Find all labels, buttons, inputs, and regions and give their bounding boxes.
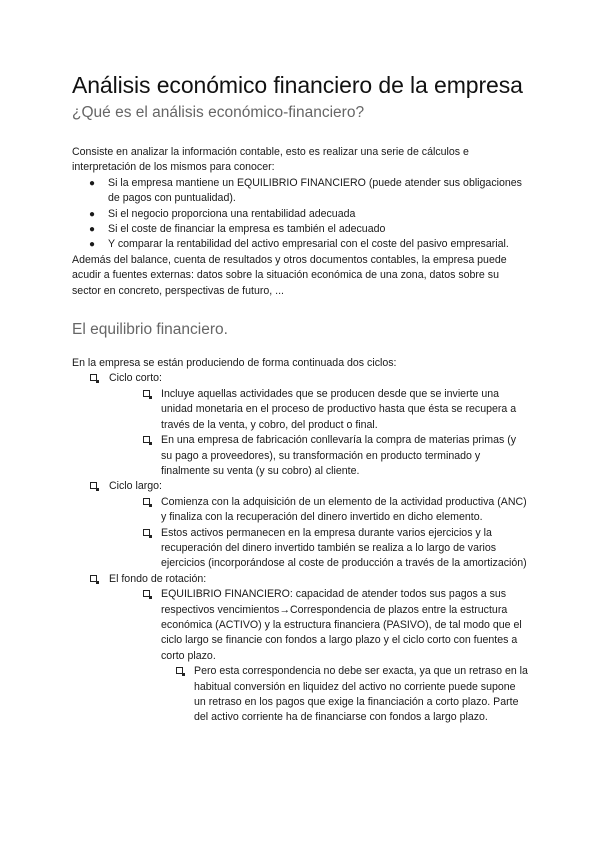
short-cycle-sublist <box>109 387 528 479</box>
checkbox-bullet-icon <box>176 667 183 674</box>
bullet-icon: ● <box>89 224 96 236</box>
objectives-list <box>72 176 528 253</box>
list-item: En una empresa de fabricación conllevaría la compra de materias primas (y su pago a proveedores), su transformación en producto terminado y finalmente su venta (y su cobro) al cliente. <box>161 433 528 479</box>
intro-paragraph: Consiste en analizar la información contable, esto es realizar una serie de cálculos e interpretación de los mismos para conocer: <box>72 146 469 174</box>
bullet-icon: ● <box>89 177 96 189</box>
list-item: ● Si la empresa mantiene un EQUILIBRIO FINANCIERO (puede atender sus obligaciones de pagos con puntualidad). <box>89 176 522 205</box>
list-item <box>109 479 528 571</box>
list-item: Pero esta correspondencia no debe ser exacta, ya que un retraso en la habitual conversión en liquidez del activo no corriente puede supone un retraso en los pagos que exige la financiación a corto plazo. Parte del activo corriente ha de financiarse con fondos a largo plazo. <box>194 664 528 726</box>
list-item: Comienza con la adquisición de un elemento de la actividad productiva (ANC) y finaliza con la recuperación del dinero invertido en dicho elemento. <box>161 495 528 526</box>
checkbox-bullet-icon <box>90 374 97 381</box>
list-item: Incluye aquellas actividades que se producen desde que se invierte una unidad monetaria en el proceso de productivo hasta que ésta se recupera a través de la venta, y cobro, del product o final. <box>161 387 528 433</box>
checkbox-bullet-icon <box>143 390 150 397</box>
checkbox-bullet-icon <box>143 529 150 536</box>
list-item <box>109 572 528 726</box>
working-capital-sublist <box>109 587 528 726</box>
list-item: Estos activos permanecen en la empresa durante varios ejercicios y la recuperación del dinero invertido también se realiza a lo largo de varios ejercicios (incorporándose al coste de producción a través de la amortización) <box>161 526 528 572</box>
cycles-list <box>72 371 528 725</box>
checkbox-bullet-icon <box>90 482 97 489</box>
checkbox-bullet-icon <box>90 575 97 582</box>
nested-sublist <box>161 664 528 726</box>
document-page <box>72 70 528 726</box>
long-cycle-sublist <box>109 495 528 572</box>
list-item <box>109 371 528 479</box>
list-item: EQUILIBRIO FINANCIERO: capacidad de atender todos sus pagos a sus respectivos vencimientos→Correspondencia de plazos entre la estructura económica (ACTIVO) y la estructura financiera (PASIVO), de tal modo que el ciclo largo se financie con fondos a largo plazo y el ciclo corto con fuentes a corto plazo. Pero esta correspondencia no debe ser exacta, ya que un retraso en la habitual conversión en liquidez del activo no corriente puede supone un retraso en los pagos que exige la financiación a corto plazo. Parte del activo corriente ha de financiarse con fondos a largo plazo. <box>161 587 528 726</box>
list-item-label: Ciclo corto: <box>109 372 162 385</box>
closing-paragraph: Además del balance, cuenta de resultados y otros documentos contables, la empresa puede acudir a fuentes externas: datos sobre la situación económica de una zona, datos sobre su sector en concreto, perspectivas de futuro, ... <box>72 253 507 297</box>
list-item: ● Si el negocio proporciona una rentabilidad adecuada <box>108 207 528 222</box>
section-heading-analysis: ¿Qué es el análisis económico-financiero? <box>72 104 365 121</box>
section-heading-equilibrium: El equilibrio financiero. <box>72 321 228 339</box>
list-item: ● Y comparar la rentabilidad del activo empresarial con el coste del pasivo empresarial. <box>108 237 528 252</box>
bullet-icon: ● <box>89 208 96 220</box>
list-item-label: Ciclo largo: <box>109 480 162 493</box>
bullet-icon: ● <box>89 239 96 251</box>
checkbox-bullet-icon <box>143 436 150 443</box>
cycles-intro-paragraph: En la empresa se están produciendo de forma continuada dos ciclos: <box>72 357 397 370</box>
checkbox-bullet-icon <box>143 590 150 597</box>
document-title: Análisis económico financiero de la empresa <box>72 72 523 98</box>
list-item: ● Si el coste de financiar la empresa es también el adecuado <box>108 222 528 237</box>
checkbox-bullet-icon <box>143 498 150 505</box>
list-item-label: El fondo de rotación: <box>109 572 207 585</box>
